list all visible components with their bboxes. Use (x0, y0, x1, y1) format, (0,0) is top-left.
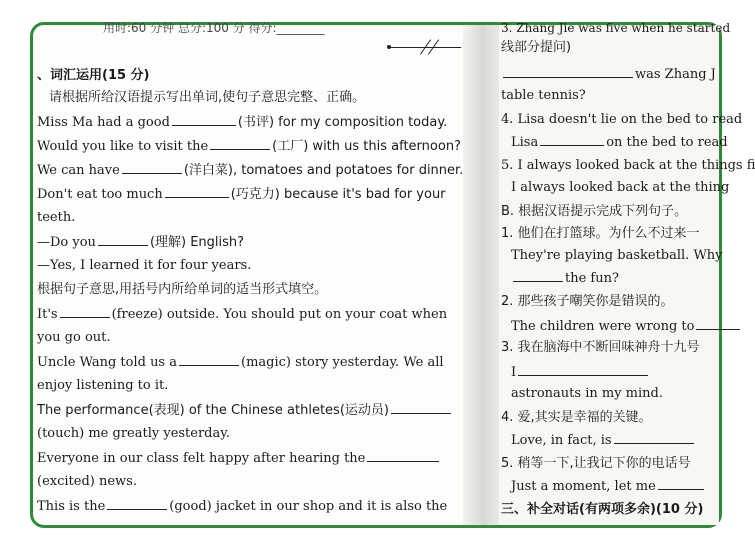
answer-blank[interactable] (391, 401, 451, 414)
question-2: Would you like to visit the (工厂) with us this afternoon? (37, 139, 461, 154)
question-4: Don't eat too much (巧克力) because it's bad for your (37, 187, 446, 202)
instruction-a: 请根据所给汉语提示写出单词,使句子意思完整、正确。 (49, 90, 366, 105)
r-line: the fun? (511, 269, 619, 288)
r-line: 4. 爱,其实是幸福的关键。 (501, 410, 652, 425)
r-line: 1. 他们在打篮球。为什么不过来一 (501, 226, 700, 241)
r-line: 3. 我在脑海中不断回味神舟十九号 (501, 340, 700, 355)
question-8: The performance(表现) of the Chinese athletes(运动员) (37, 401, 453, 420)
r-line: I always looked back at the thing (511, 180, 730, 195)
question-9: Everyone in our class felt happy after hearing the (37, 449, 441, 468)
r-line: Just a moment, let me (511, 477, 706, 496)
answer-blank[interactable] (60, 305, 110, 318)
left-page (33, 21, 464, 525)
r-line: 2. 那些孩子嘲笑你是错误的。 (501, 294, 674, 309)
question-4-cont: teeth. (37, 210, 76, 225)
answer-blank[interactable] (518, 363, 648, 376)
pen-dot (387, 45, 391, 49)
r-line: 3. Zhang Jie was five when he started (501, 21, 731, 35)
question-7-cont: enjoy listening to it. (37, 378, 169, 393)
answer-blank[interactable] (367, 449, 439, 462)
r-line: I (511, 363, 650, 382)
r-line: The children were wrong to (511, 317, 742, 336)
r-line: Lisa on the bed to read (511, 135, 728, 150)
r-line: 4. Lisa doesn't lie on the bed to read (501, 112, 743, 127)
page-gutter (463, 25, 499, 525)
question-6-cont: you go out. (37, 330, 111, 345)
answer-blank[interactable] (503, 65, 633, 78)
worksheet-photo (30, 21, 755, 528)
answer-blank[interactable] (98, 233, 148, 246)
question-5-reply: —Yes, I learned it for four years. (37, 258, 252, 273)
answer-blank[interactable] (107, 497, 167, 510)
question-1: Miss Ma had a good (书评) for my composition today. (37, 115, 448, 130)
r-line: They're playing basketball. Why (511, 248, 723, 263)
section-heading: 、词汇运用(15 分) (37, 68, 150, 83)
r-line: 5. 稍等一下,让我记下你的电话号 (501, 456, 691, 471)
answer-blank[interactable] (122, 161, 182, 174)
answer-blank[interactable] (614, 431, 694, 444)
section-heading-3: 三、补全对话(有两项多余)(10 分) (501, 502, 704, 517)
instruction-b: 根据句子意思,用括号内所给单词的适当形式填空。 (37, 282, 328, 297)
r-line: B. 根据汉语提示完成下列句子。 (501, 204, 688, 219)
answer-blank[interactable] (179, 353, 239, 366)
r-line: astronauts in my mind. (511, 386, 663, 401)
question-8-cont: (touch) me greatly yesterday. (37, 426, 231, 441)
question-10: This is the (good) jacket in our shop and it is also the (37, 499, 448, 514)
question-3: We can have (洋白菜), tomatoes and potatoes for dinner. (37, 163, 464, 178)
answer-blank[interactable] (513, 269, 563, 282)
answer-blank[interactable] (172, 113, 236, 126)
r-line: Love, in fact, is (511, 431, 696, 450)
question-6: It's (freeze) outside. You should put on your coat when (37, 307, 448, 322)
answer-blank[interactable] (540, 133, 604, 146)
r-line: table tennis? (501, 88, 586, 103)
answer-blank[interactable] (210, 137, 270, 150)
question-9-cont: (excited) news. (37, 474, 137, 489)
answer-blank[interactable] (165, 185, 229, 198)
right-page (499, 21, 755, 525)
r-line: was Zhang J (501, 65, 716, 84)
question-5: —Do you (理解) English? (37, 235, 245, 250)
r-line: 线部分提问) (501, 40, 572, 55)
answer-blank[interactable] (658, 477, 704, 490)
answer-blank[interactable] (696, 317, 740, 330)
r-line: 5. I always looked back at the things fi (501, 158, 755, 173)
header-info: 用时:60 分钟 总分:100 分 得分:________ (103, 21, 325, 35)
question-7: Uncle Wang told us a (magic) story yesterday. We all (37, 355, 444, 370)
